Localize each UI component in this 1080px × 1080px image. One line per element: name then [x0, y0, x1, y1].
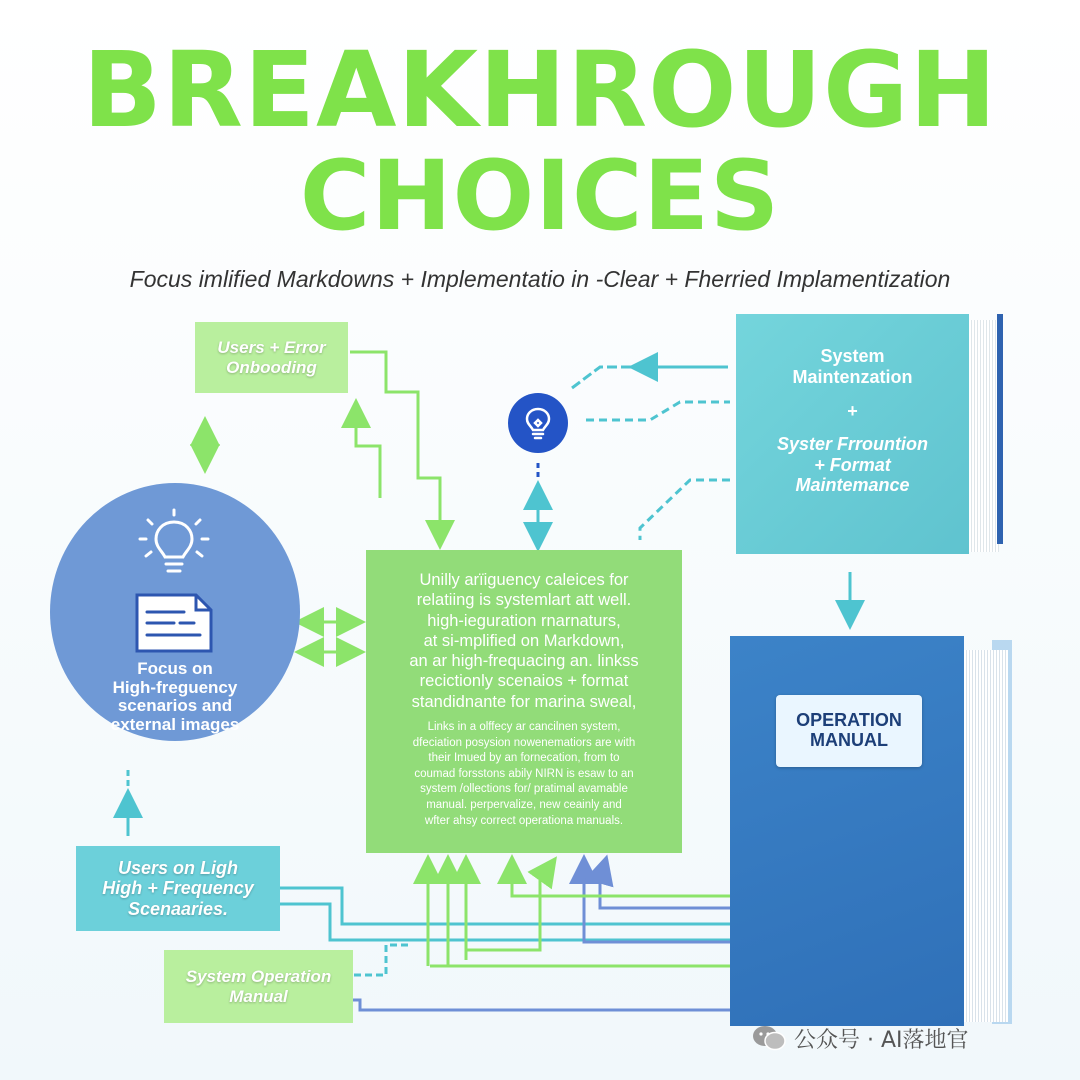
title-line-1: BREAKHROUGH — [82, 29, 998, 151]
book-line-5: Maintemance — [795, 475, 910, 496]
circle-line-1: Focus on — [137, 659, 213, 678]
center-detail-line: Links in a olffecy ar cancilnen system, — [427, 720, 621, 733]
watermark-text: 公众号 · AI落地官 — [794, 1027, 969, 1053]
box-users-error-onboarding — [195, 322, 348, 393]
circle-line-4: external images — [110, 715, 240, 735]
center-main-line: standidnante for marina sweal, — [411, 692, 637, 711]
center-detail-line: dfeciation posysion nowenematiors are with — [412, 736, 636, 749]
book-pages — [969, 320, 999, 552]
box-users-high-frequency — [76, 846, 280, 931]
center-description-panel — [366, 550, 682, 853]
system-maintenance-book — [736, 314, 1006, 558]
wire-manual-center-green — [512, 866, 730, 896]
center-detail-line: system /ollections for/ pratimal avamable — [420, 783, 628, 796]
wire-sysop-center-5 — [466, 866, 550, 950]
wire-sysop-manual-blue — [330, 1000, 730, 1010]
manual-label — [776, 695, 922, 767]
box-users-error-line-2: Onbooding — [226, 357, 317, 377]
wire-bulb-right — [586, 402, 730, 420]
book-text — [736, 346, 969, 496]
box-sysop-line-1: System Operation — [185, 967, 332, 987]
center-main-line: Unilly arïiguency caleices for — [419, 571, 629, 589]
wire-bulb-to-book — [572, 367, 720, 388]
box-sysop-line-2: Manual — [229, 986, 288, 1006]
wire-book-to-center — [640, 480, 730, 540]
manual-pages — [964, 650, 1008, 1022]
center-main-line: relatiing is systemlart att well. — [416, 591, 632, 610]
operation-manual-book — [730, 636, 1020, 1028]
idea-node — [508, 393, 568, 453]
center-main-text — [366, 570, 682, 712]
book-line-3: Syster Frrountion — [776, 434, 928, 455]
document-icon — [134, 592, 214, 654]
book-line-4: + Format — [814, 454, 891, 475]
manual-label-line-2: MANUAL — [810, 730, 888, 750]
book-line-1: System — [820, 346, 885, 366]
subtitle: Focus imlified Markdowns + Implementatio in -Clear + Fherried Implamentization — [129, 266, 951, 292]
box-users-high-line-2: High + Frequency — [102, 878, 254, 899]
wire-manual-center-blue-2 — [600, 866, 730, 908]
box-users-high-line-1: Users on Ligh — [117, 858, 238, 879]
wire-manual-center-blue — [584, 866, 730, 942]
book-plus: + — [847, 401, 858, 422]
wire-users-high-manual — [280, 888, 730, 924]
center-main-line: an ar high-frequacing an. linkss — [409, 652, 639, 671]
manual-label-line-1: OPERATION — [796, 710, 902, 731]
wire-center-up — [356, 410, 380, 498]
center-main-line: high-ieguration rnarnaturs, — [427, 611, 621, 630]
lightbulb-icon — [134, 508, 214, 584]
center-main-line: recictionly scenaios + format — [419, 672, 629, 691]
center-detail-line: manual. perpervalize, new ceainly and — [426, 799, 622, 812]
center-detail-line: wfter ahsy correct operationa manuals. — [424, 814, 624, 827]
center-detail-line: their Imued by an fornecation, from to — [428, 752, 620, 765]
center-main-line: at si-mplified on Markdown, — [423, 631, 625, 650]
box-system-operation-manual — [164, 950, 353, 1023]
circle-line-2: High-freguency — [112, 677, 238, 697]
lightbulb-icon — [508, 393, 568, 453]
circle-caption — [60, 660, 290, 735]
center-detail-line: coumad forsstons abily NIRN is esaw to an — [414, 767, 634, 780]
wechat-icon — [752, 1025, 786, 1051]
box-users-high-line-3: Scenaaries. — [127, 898, 229, 919]
circle-line-3: scenarios and — [117, 696, 233, 716]
center-detail-text — [366, 720, 682, 829]
watermark — [752, 1018, 969, 1058]
wire-sysop-dashed — [354, 945, 410, 975]
book-line-2: Maintenzation — [792, 366, 913, 387]
box-users-error-line-1: Users + Error — [217, 338, 326, 358]
book-spine — [997, 314, 1003, 544]
title-line-2: CHOICES — [299, 140, 781, 252]
